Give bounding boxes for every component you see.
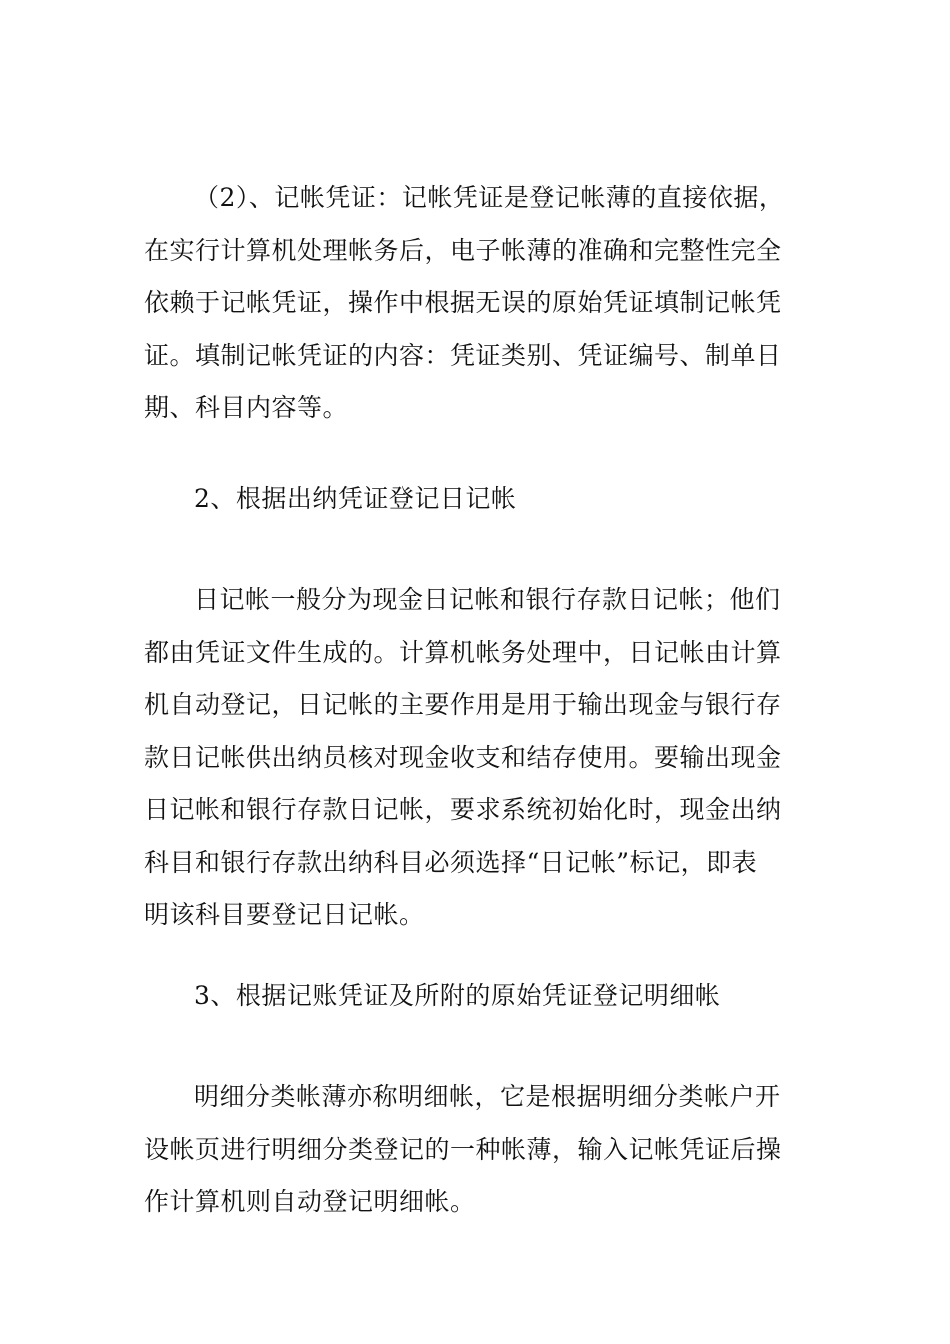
paragraph-line: 作计算机则自动登记明细帐。	[144, 1187, 476, 1216]
paragraph-journal	[144, 574, 806, 942]
paragraph-line: 机自动登记，日记帐的主要作用是用于输出现金与银行存	[144, 690, 782, 719]
paragraph-line: （2）、记帐凭证：记帐凭证是登记帐薄的直接依据，	[194, 183, 785, 212]
paragraph-line: 日记帐和银行存款日记帐，要求系统初始化时，现金出纳	[144, 795, 782, 824]
paragraph-ledger	[144, 1071, 806, 1229]
heading-text: 2、根据出纳凭证登记日记帐	[194, 484, 517, 513]
section-heading-3	[144, 970, 806, 1023]
paragraph-line: 期、科目内容等。	[144, 393, 349, 422]
paragraph-line: 在实行计算机处理帐务后，电子帐薄的准确和完整性完全	[144, 235, 782, 265]
paragraph-line: 款日记帐供出纳员核对现金收支和结存使用。要输出现金	[144, 742, 782, 772]
paragraph-line: 都由凭证文件生成的。计算机帐务处理中，日记帐由计算	[144, 637, 782, 667]
paragraph-line: 明细分类帐薄亦称明细帐，它是根据明细分类帐户开	[194, 1082, 781, 1111]
paragraph-voucher	[144, 172, 806, 435]
paragraph-line: 依赖于记帐凭证，操作中根据无误的原始凭证填制记帐凭	[144, 288, 782, 317]
paragraph-line: 证。填制记帐凭证的内容：凭证类别、凭证编号、制单日	[144, 340, 782, 370]
paragraph-line: 设帐页进行明细分类登记的一种帐薄，输入记帐凭证后操	[144, 1134, 782, 1164]
paragraph-line: 科目和银行存款出纳科目必须选择“日记帐”标记，即表	[144, 847, 758, 877]
section-heading-2	[144, 473, 806, 526]
heading-text: 3、根据记账凭证及所附的原始凭证登记明细帐	[194, 981, 721, 1010]
paragraph-line: 日记帐一般分为现金日记帐和银行存款日记帐；他们	[194, 585, 781, 614]
paragraph-line: 明该科目要登记日记帐。	[144, 900, 425, 929]
